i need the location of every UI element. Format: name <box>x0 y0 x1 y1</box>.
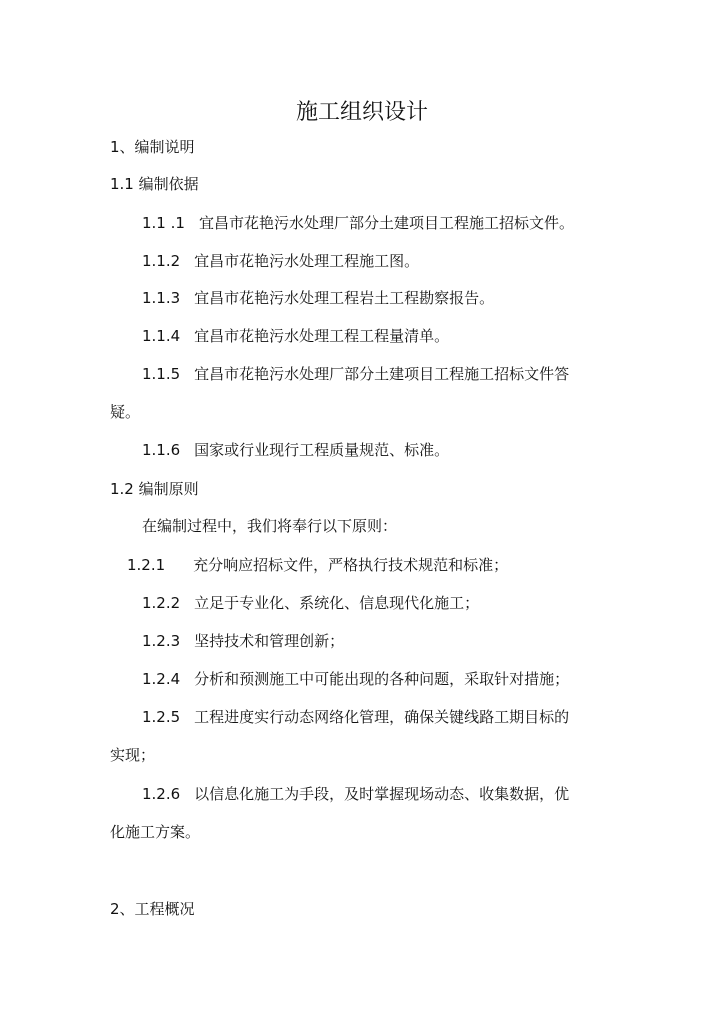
section-intro-paragraph: 在编制过程中，我们将奉行以下原则： <box>142 517 398 535</box>
list-item-1-2-6 <box>142 784 569 804</box>
item-number: 1.2.6 <box>142 785 181 803</box>
item-text: 宜昌市花艳污水处理厂部分土建项目工程施工招标文件答 <box>194 365 570 383</box>
item-text: 充分响应招标文件，严格执行技术规范和标准； <box>193 556 509 574</box>
document-title: 施工组织设计 <box>295 100 428 125</box>
list-item-1-2-1 <box>127 555 508 575</box>
section-heading-1-1: 1.1 编制依据 <box>110 175 199 193</box>
section-heading-1-2: 1.2 编制原则 <box>110 480 199 498</box>
item-text: 以信息化施工为手段，及时掌握现场动态、收集数据，优 <box>194 785 570 803</box>
item-number: 1.1.4 <box>142 327 181 345</box>
list-item-1-1-4 <box>142 326 449 346</box>
list-item-1-1-2 <box>142 251 419 271</box>
list-item-1-1-5-continuation: 疑。 <box>110 403 141 421</box>
item-number: 1.1 .1 <box>142 214 185 232</box>
list-item-1-1-6 <box>142 440 449 460</box>
item-text: 坚持技术和管理创新； <box>194 632 345 650</box>
item-number: 1.1.2 <box>142 252 181 270</box>
list-item-1-2-6-continuation: 化施工方案。 <box>110 823 201 841</box>
section-heading-1: 1、编制说明 <box>110 138 195 156</box>
item-text: 宜昌市花艳污水处理厂部分土建项目工程施工招标文件。 <box>198 214 574 232</box>
item-text: 工程进度实行动态网络化管理，确保关键线路工期目标的 <box>194 708 570 726</box>
item-text: 国家或行业现行工程质量规范、标准。 <box>194 441 450 459</box>
item-text: 立足于专业化、系统化、信息现代化施工； <box>194 594 480 612</box>
item-text: 分析和预测施工中可能出现的各种问题，采取针对措施； <box>194 670 570 688</box>
list-item-1-2-5 <box>142 707 569 727</box>
item-text: 宜昌市花艳污水处理工程施工图。 <box>194 252 420 270</box>
item-number: 1.2.2 <box>142 594 181 612</box>
item-number: 1.1.6 <box>142 441 181 459</box>
list-item-1-1-1 <box>142 213 574 233</box>
item-number: 1.2.1 <box>127 556 166 574</box>
item-number: 1.1.3 <box>142 289 181 307</box>
list-item-1-2-3 <box>142 631 344 651</box>
list-item-1-1-3 <box>142 288 494 308</box>
section-heading-2: 2、工程概况 <box>110 900 195 918</box>
item-number: 1.2.4 <box>142 670 181 688</box>
list-item-1-2-4 <box>142 669 569 689</box>
list-item-1-2-2 <box>142 593 479 613</box>
item-number: 1.2.3 <box>142 632 181 650</box>
item-number: 1.1.5 <box>142 365 181 383</box>
item-number: 1.2.5 <box>142 708 181 726</box>
item-text: 宜昌市花艳污水处理工程岩土工程勘察报告。 <box>194 289 495 307</box>
list-item-1-1-5 <box>142 364 569 384</box>
item-text: 宜昌市花艳污水处理工程工程量清单。 <box>194 327 450 345</box>
list-item-1-2-5-continuation: 实现； <box>110 746 156 764</box>
